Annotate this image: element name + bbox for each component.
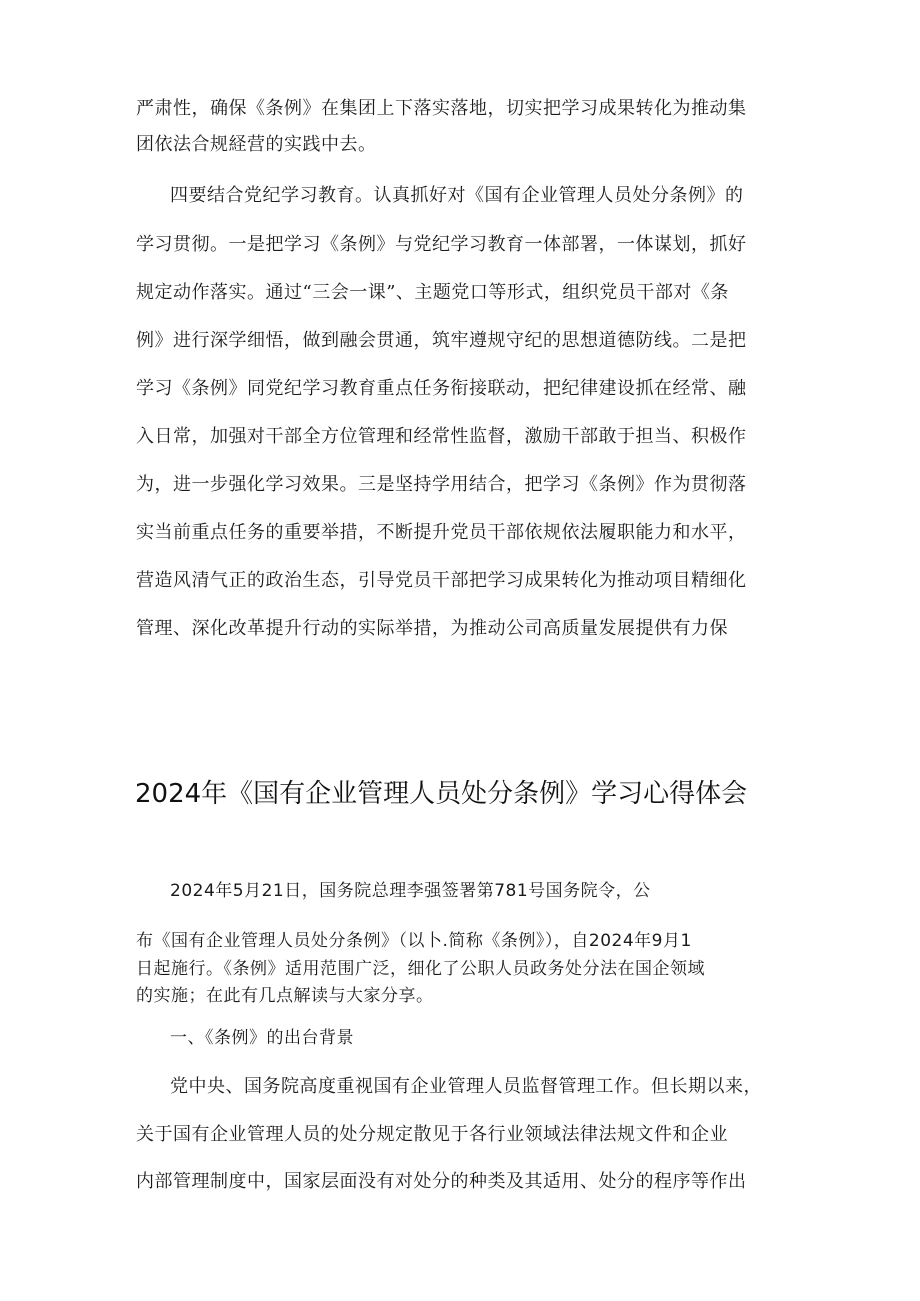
paragraph-b-line-10: 管理、深化改革提升行动的实际举措，为推动公司高质量发展提供有力保 <box>136 618 728 639</box>
section-heading: 一、《条例》的出台背景 <box>170 1028 354 1048</box>
paragraph-c-line-1: 党中央、国务院高度重视国有企业管理人员监督管理工作。但长期以来， <box>170 1076 762 1097</box>
paragraph-b-line-7: 为，进一步强化学习效果。三是坚持学用结合，把学习《条例》作为贯彻落 <box>136 474 747 495</box>
paragraph-b-line-6: 入日常，加强对干部全方位管理和经常性监督，激励干部敢于担当、积极作 <box>136 426 747 447</box>
intro-line-4: 的实施；在此有几点解读与大家分享。 <box>136 986 434 1006</box>
paragraph-c-line-2: 关于国有企业管理人员的处分规定散见于各行业领域法律法规文件和企业 <box>136 1124 728 1145</box>
paragraph-b-line-3: 规定动作落实。通过“三会一课”、主题党口等形式，组织党员干部对《条 <box>136 282 729 303</box>
paragraph-b-line-5: 学习《条例》同党纪学习教育重点任务衔接联动，把纪律建设抓在经常、融 <box>136 378 747 399</box>
paragraph-b-line-4: 例》进行深学细悟，做到融会贯通，筑牢遵规守纪的思想道德防线。二是把 <box>136 330 747 351</box>
paragraph-b-line-2: 学习贯彻。一是把学习《条例》与党纪学习教育一体部署，一体谋划，抓好 <box>136 234 747 255</box>
document-title: 2024年《国有企业管理人员处分条例》学习心得体会 <box>135 779 748 809</box>
paragraph-b-line-8: 实当前重点任务的重要举措，不断提升党员干部依规依法履职能力和水平， <box>136 522 747 543</box>
intro-line-3: 日起施行。《条例》适用范围广泛，细化了公职人员政务处分法在国企领域 <box>136 959 705 979</box>
paragraph-b-line-9: 营造风清气正的政治生态，引导党员干部把学习成果转化为推动项目精细化 <box>136 570 747 591</box>
paragraph-c-line-3: 内部管理制度中，国家层面没有对处分的种类及其适用、处分的程序等作出 <box>136 1171 747 1192</box>
intro-line-1: 2024年5月21日，国务院总理李强签署第781号国务院令，公 <box>170 881 651 901</box>
intro-line-2: 布《国有企业管理人员处分条例》（以卜.简称《条例》），自2024年9月1 <box>136 931 692 951</box>
paragraph-a-line-1: 严肃性，确保《条例》在集团上下落实落地，切实把学习成果转化为推动集 <box>136 98 747 119</box>
paragraph-a-line-2: 团依法合规経营的实践中去。 <box>136 134 377 155</box>
paragraph-b-line-1: 四要结合党纪学习教育。认真抓好对《国有企业管理人员处分条例》的 <box>170 185 744 206</box>
